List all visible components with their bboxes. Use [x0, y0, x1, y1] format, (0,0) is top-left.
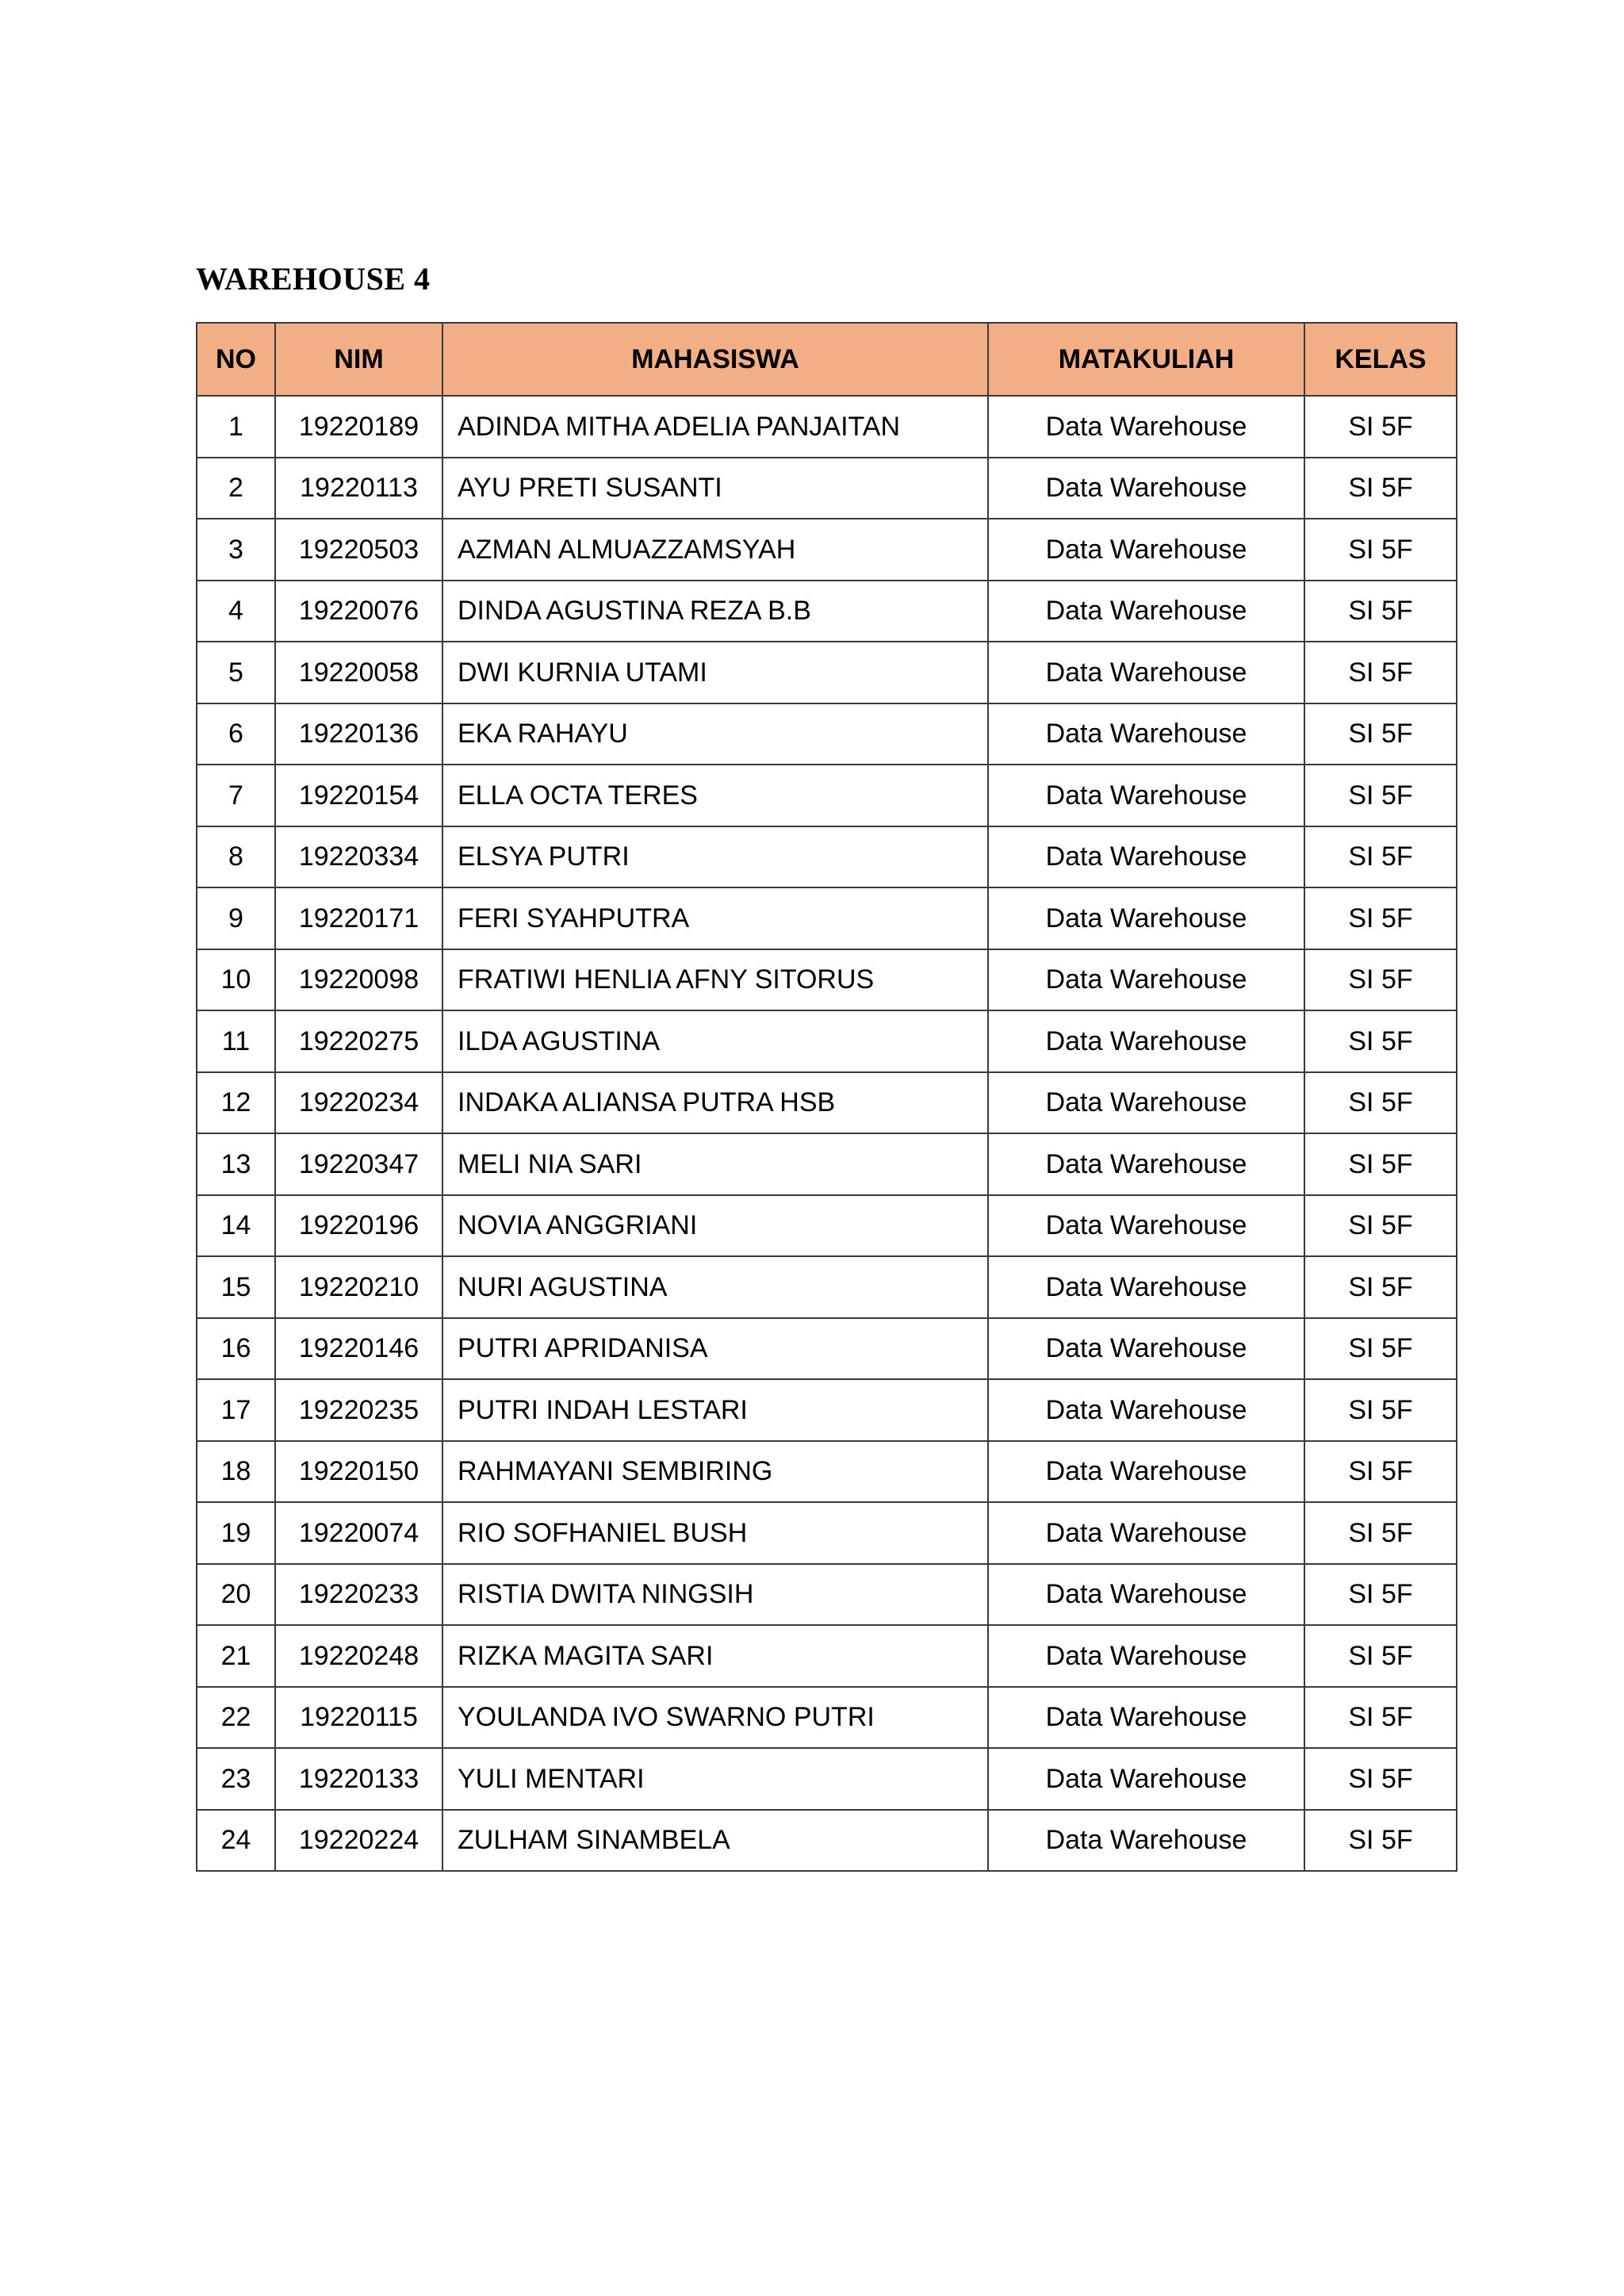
cell-no: 8	[197, 826, 275, 888]
cell-student-name: INDAKA ALIANSA PUTRA HSB	[442, 1072, 988, 1134]
cell-class: SI 5F	[1304, 765, 1457, 826]
cell-class: SI 5F	[1304, 581, 1457, 642]
cell-no: 18	[197, 1441, 275, 1503]
cell-student-name: YULI MENTARI	[442, 1748, 988, 1810]
table-row	[197, 765, 1457, 826]
cell-student-name: PUTRI APRIDANISA	[442, 1318, 988, 1380]
cell-class: SI 5F	[1304, 1625, 1457, 1687]
cell-course: Data Warehouse	[988, 1748, 1304, 1810]
table-row	[197, 1748, 1457, 1810]
header-course: MATAKULIAH	[988, 323, 1304, 396]
cell-nim: 19220233	[275, 1564, 442, 1626]
table-row	[197, 1502, 1457, 1564]
cell-nim: 19220098	[275, 949, 442, 1011]
cell-no: 19	[197, 1502, 275, 1564]
cell-course: Data Warehouse	[988, 826, 1304, 888]
cell-nim: 19220154	[275, 765, 442, 826]
cell-no: 14	[197, 1195, 275, 1257]
cell-nim: 19220074	[275, 1502, 442, 1564]
cell-class: SI 5F	[1304, 519, 1457, 581]
cell-nim: 19220224	[275, 1810, 442, 1872]
cell-no: 16	[197, 1318, 275, 1380]
cell-course: Data Warehouse	[988, 581, 1304, 642]
table-row	[197, 1810, 1457, 1872]
table-row	[197, 519, 1457, 581]
cell-no: 17	[197, 1379, 275, 1441]
cell-nim: 19220115	[275, 1687, 442, 1749]
cell-class: SI 5F	[1304, 1072, 1457, 1134]
student-roster-table	[196, 322, 1457, 1872]
cell-course: Data Warehouse	[988, 1564, 1304, 1626]
header-nim: NIM	[275, 323, 442, 396]
table-row	[197, 1564, 1457, 1626]
cell-nim: 19220136	[275, 703, 442, 765]
cell-student-name: NOVIA ANGGRIANI	[442, 1195, 988, 1257]
header-student: MAHASISWA	[442, 323, 988, 396]
cell-nim: 19220133	[275, 1748, 442, 1810]
cell-class: SI 5F	[1304, 703, 1457, 765]
cell-nim: 19220113	[275, 458, 442, 519]
cell-class: SI 5F	[1304, 1133, 1457, 1195]
cell-no: 9	[197, 887, 275, 949]
header-no: NO	[197, 323, 275, 396]
cell-class: SI 5F	[1304, 826, 1457, 888]
table-row	[197, 581, 1457, 642]
cell-class: SI 5F	[1304, 1810, 1457, 1872]
cell-class: SI 5F	[1304, 1687, 1457, 1749]
table-row	[197, 949, 1457, 1011]
cell-student-name: ADINDA MITHA ADELIA PANJAITAN	[442, 396, 988, 458]
cell-class: SI 5F	[1304, 396, 1457, 458]
cell-course: Data Warehouse	[988, 949, 1304, 1011]
cell-no: 2	[197, 458, 275, 519]
table-row	[197, 826, 1457, 888]
cell-no: 13	[197, 1133, 275, 1195]
cell-nim: 19220210	[275, 1256, 442, 1318]
cell-nim: 19220076	[275, 581, 442, 642]
cell-student-name: RIZKA MAGITA SARI	[442, 1625, 988, 1687]
cell-course: Data Warehouse	[988, 1625, 1304, 1687]
table-body	[197, 396, 1457, 1871]
table-row	[197, 642, 1457, 703]
cell-nim: 19220189	[275, 396, 442, 458]
cell-no: 11	[197, 1010, 275, 1072]
cell-class: SI 5F	[1304, 887, 1457, 949]
cell-course: Data Warehouse	[988, 1318, 1304, 1380]
table-row	[197, 458, 1457, 519]
cell-student-name: NURI AGUSTINA	[442, 1256, 988, 1318]
cell-student-name: ELSYA PUTRI	[442, 826, 988, 888]
cell-student-name: DINDA AGUSTINA REZA B.B	[442, 581, 988, 642]
cell-no: 1	[197, 396, 275, 458]
cell-nim: 19220234	[275, 1072, 442, 1134]
cell-class: SI 5F	[1304, 949, 1457, 1011]
cell-no: 4	[197, 581, 275, 642]
table-row	[197, 703, 1457, 765]
cell-student-name: AZMAN ALMUAZZAMSYAH	[442, 519, 988, 581]
cell-class: SI 5F	[1304, 458, 1457, 519]
cell-course: Data Warehouse	[988, 1379, 1304, 1441]
page-title: WAREHOUSE 4	[196, 261, 431, 297]
cell-course: Data Warehouse	[988, 1256, 1304, 1318]
cell-course: Data Warehouse	[988, 1072, 1304, 1134]
cell-no: 12	[197, 1072, 275, 1134]
cell-no: 21	[197, 1625, 275, 1687]
cell-student-name: FERI SYAHPUTRA	[442, 887, 988, 949]
cell-course: Data Warehouse	[988, 396, 1304, 458]
cell-nim: 19220248	[275, 1625, 442, 1687]
cell-no: 23	[197, 1748, 275, 1810]
cell-student-name: DWI KURNIA UTAMI	[442, 642, 988, 703]
cell-student-name: YOULANDA IVO SWARNO PUTRI	[442, 1687, 988, 1749]
table-header-row	[197, 323, 1457, 396]
table-row	[197, 1318, 1457, 1380]
cell-student-name: FRATIWI HENLIA AFNY SITORUS	[442, 949, 988, 1011]
cell-course: Data Warehouse	[988, 1810, 1304, 1872]
cell-class: SI 5F	[1304, 1564, 1457, 1626]
cell-class: SI 5F	[1304, 1010, 1457, 1072]
cell-no: 6	[197, 703, 275, 765]
cell-nim: 19220150	[275, 1441, 442, 1503]
cell-nim: 19220503	[275, 519, 442, 581]
cell-class: SI 5F	[1304, 642, 1457, 703]
cell-class: SI 5F	[1304, 1379, 1457, 1441]
cell-nim: 19220347	[275, 1133, 442, 1195]
table-row	[197, 1441, 1457, 1503]
cell-course: Data Warehouse	[988, 458, 1304, 519]
cell-course: Data Warehouse	[988, 642, 1304, 703]
table-row	[197, 1687, 1457, 1749]
cell-course: Data Warehouse	[988, 1687, 1304, 1749]
cell-student-name: ZULHAM SINAMBELA	[442, 1810, 988, 1872]
cell-student-name: RIO SOFHANIEL BUSH	[442, 1502, 988, 1564]
cell-class: SI 5F	[1304, 1502, 1457, 1564]
cell-course: Data Warehouse	[988, 1441, 1304, 1503]
cell-student-name: ELLA OCTA TERES	[442, 765, 988, 826]
cell-student-name: MELI NIA SARI	[442, 1133, 988, 1195]
table-row	[197, 1195, 1457, 1257]
table-row	[197, 396, 1457, 458]
cell-course: Data Warehouse	[988, 1133, 1304, 1195]
cell-nim: 19220275	[275, 1010, 442, 1072]
cell-class: SI 5F	[1304, 1256, 1457, 1318]
cell-no: 20	[197, 1564, 275, 1626]
cell-course: Data Warehouse	[988, 1502, 1304, 1564]
cell-class: SI 5F	[1304, 1195, 1457, 1257]
table-row	[197, 1133, 1457, 1195]
cell-student-name: RAHMAYANI SEMBIRING	[442, 1441, 988, 1503]
cell-student-name: PUTRI INDAH LESTARI	[442, 1379, 988, 1441]
cell-no: 22	[197, 1687, 275, 1749]
cell-nim: 19220235	[275, 1379, 442, 1441]
cell-no: 5	[197, 642, 275, 703]
table-row	[197, 1256, 1457, 1318]
cell-course: Data Warehouse	[988, 765, 1304, 826]
table-row	[197, 887, 1457, 949]
cell-course: Data Warehouse	[988, 1195, 1304, 1257]
cell-student-name: AYU PRETI SUSANTI	[442, 458, 988, 519]
cell-nim: 19220196	[275, 1195, 442, 1257]
cell-class: SI 5F	[1304, 1441, 1457, 1503]
table-row	[197, 1379, 1457, 1441]
cell-no: 24	[197, 1810, 275, 1872]
header-class: KELAS	[1304, 323, 1457, 396]
table-row	[197, 1625, 1457, 1687]
cell-nim: 19220334	[275, 826, 442, 888]
cell-no: 3	[197, 519, 275, 581]
cell-no: 10	[197, 949, 275, 1011]
cell-nim: 19220146	[275, 1318, 442, 1380]
cell-student-name: RISTIA DWITA NINGSIH	[442, 1564, 988, 1626]
cell-class: SI 5F	[1304, 1748, 1457, 1810]
cell-student-name: ILDA AGUSTINA	[442, 1010, 988, 1072]
cell-course: Data Warehouse	[988, 887, 1304, 949]
cell-course: Data Warehouse	[988, 1010, 1304, 1072]
cell-course: Data Warehouse	[988, 519, 1304, 581]
cell-class: SI 5F	[1304, 1318, 1457, 1380]
cell-no: 7	[197, 765, 275, 826]
table-row	[197, 1010, 1457, 1072]
cell-nim: 19220058	[275, 642, 442, 703]
cell-course: Data Warehouse	[988, 703, 1304, 765]
cell-no: 15	[197, 1256, 275, 1318]
table-row	[197, 1072, 1457, 1134]
cell-nim: 19220171	[275, 887, 442, 949]
cell-student-name: EKA RAHAYU	[442, 703, 988, 765]
